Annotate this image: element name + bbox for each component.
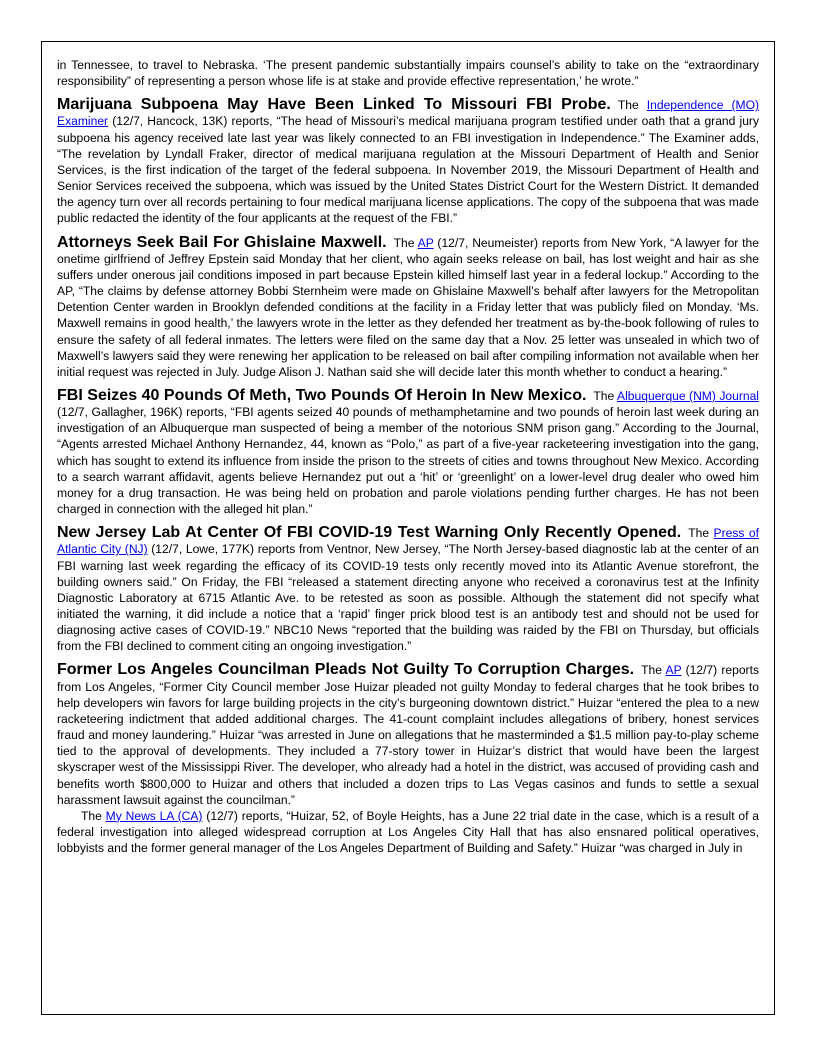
source-link[interactable]: AP <box>417 235 434 250</box>
source-link[interactable]: AP <box>665 663 682 678</box>
source-prefix: The <box>641 663 662 678</box>
source-prefix: The <box>81 808 102 823</box>
source-link[interactable]: My News LA (CA) <box>105 808 203 823</box>
article-body: (12/7) reports from Los Angeles, “Former City Council member Jose Huizar pleaded not guilty Monday to federal charges that he took bribes to help developers win favors for large building projects in the city’s burgeoning downtown district.” Huizar “entered the plea to a new racketeering indictment that added additional charges. The 41-count complaint includes allegations of bribery, honest services fraud and money laundering.” Huizar “was arrested in June on allegations that he masterminded a $1.5 million pay-to-play scheme tied to the approval of developments. They included a 77-story tower in Huizar’s district that would have been the largest skyscraper west of the Mississippi River. The developer, who already had a hotel in the district, was accused of providing cash and benefits worth $800,000 to Huizar and others that included a dozen trips to Las Vegas casinos and funds to settle a sexual harassment lawsuit against the councilman.” <box>57 663 759 807</box>
news-briefing-page <box>57 57 759 856</box>
article-body: (12/7, Neumeister) reports from New York, “A lawyer for the onetime girlfriend of Jeffrey Epstein said Monday that her client, who again seeks release on bail, has lost weight and hair as she suffers under onerous jail conditions imposed in part because Epstein killed himself last year in a federal lockup.” According to the AP, “The claims by defense attorney Bobbi Sternheim were made on Ghislaine Maxwell’s behalf after lawyers for the Metropolitan Detention Center warden in Brooklyn defended conditions at the facility in a Friday letter that was publicly filed on Monday. ‘Ms. Maxwell remains in good health,’ the lawyers wrote in the letter as they defended her treatment as by-the-book following of rules to ensure the safety of all federal inmates. The letters were filed on the same day that a Nov. 25 letter was unsealed in which two of Maxwell’s lawyers said they were renewing her application to be released on bail after compiling information not available when her initial request was rejected in July. Judge Alison J. Nathan said she will decide later this month whether to conduct a hearing.” <box>57 235 759 379</box>
source-link[interactable]: Independence (MO) Examiner <box>57 98 760 129</box>
article-meth-seizure <box>57 388 759 517</box>
article-body: (12/7, Lowe, 177K) reports from Ventnor, New Jersey, “The North Jersey-based diagnostic lab at the center of an FBI warning last week regarding the efficacy of its COVID-19 tests only recently moved into its Atlantic Avenue storefront, the building owners said.” On Friday, the FBI “released a statement directing anyone who received a coronavirus test at the Infinity Diagnostic Laboratory at 6715 Atlantic Ave. to be retested as soon as possible. Although the statement did not specify what initiated the warning, it did include a notice that a ‘rapid’ finger prick blood test is an antibody test and should not be used for diagnosing active cases of COVID-19.” NBC10 News “reported that the building was raided by the FBI on Thursday, but officials from the FBI declined to comment citing an ongoing investigation.” <box>57 542 759 654</box>
source-prefix: The <box>617 98 639 113</box>
article-huizar <box>57 662 759 807</box>
article-body: (12/7, Hancock, 13K) reports, “The head of Missouri’s medical marijuana program testified under oath that a grand jury subpoena his agency received late last year was likely connected to an FBI investigation in Independence.” The Examiner adds, “The revelation by Lyndall Fraker, director of medical marijuana regulation at the Missouri Department of Health and Senior Services, is the first indication of the target of the federal subpoena. In November 2019, the Missouri Department of Health and Senior Services received the subpoena, which was issued by the United States District Court for the Western District. It demanded the agency turn over all records pertaining to four medical marijuana license applications. The copy of the subpoena that was made public redacted the identity of the four applicants at the request of the FBI.” <box>57 114 759 226</box>
source-prefix: The <box>688 526 710 541</box>
article-huizar-continuation <box>57 808 759 856</box>
headline: Former Los Angeles Councilman Pleads Not Guilty To Corruption Charges. <box>57 661 635 679</box>
article-body: (12/7) reports, “Huizar, 52, of Boyle Heights, has a June 22 trial date in the case, which is a result of a federal investigation into alleged widespread corruption at Los Angeles City Hall that has also ensnared political operatives, lobbyists and the former general manager of the Los Angeles Department of Building and Safety.” Huizar “was charged in July in <box>57 808 760 856</box>
headline: New Jersey Lab At Center Of FBI COVID-19 Test Warning Only Recently Opened. <box>57 524 682 542</box>
continued-paragraph: in Tennessee, to travel to Nebraska. ‘The present pandemic substantially impairs counsel’s ability to take on the “extraordinary responsibility” of representing a person whose life is at stake and provide effective representation,’ he wrote.” <box>57 58 759 89</box>
article-body: (12/7, Gallagher, 196K) reports, “FBI agents seized 40 pounds of methamphetamine and two pounds of heroin last week during an investigation of an Albuquerque man suspected of being a member of the notorious SNM prison gang.” According to the Journal, “Agents arrested Michael Anthony Hernandez, 44, known as “Polo,” as part of a five-year racketeering investigation into the gang, which has sought to extend its influence from inside the prison to the streets of cities and towns throughout New Mexico. According to a search warrant affidavit, agents believe Hernandez put out a ‘hit’ or ‘greenlight’ on a lower-level drug dealer who owed him money for a drug transaction. He was being held on probation and parole violations pending further charges. He has not been charged in connection with the alleged hit plan.” <box>57 405 759 517</box>
article-maxwell-bail <box>57 235 759 380</box>
article-nj-lab <box>57 525 759 654</box>
headline: Marijuana Subpoena May Have Been Linked To Missouri FBI Probe. <box>57 96 611 114</box>
source-link[interactable]: Press of Atlantic City (NJ) <box>57 526 759 557</box>
source-prefix: The <box>393 235 415 250</box>
headline: Attorneys Seek Bail For Ghislaine Maxwell. <box>57 233 387 251</box>
article-marijuana-subpoena <box>57 97 759 226</box>
source-link[interactable]: Albuquerque (NM) Journal <box>617 388 759 403</box>
headline: FBI Seizes 40 Pounds Of Meth, Two Pounds Of Heroin In New Mexico. <box>57 386 587 404</box>
source-prefix: The <box>593 388 615 403</box>
